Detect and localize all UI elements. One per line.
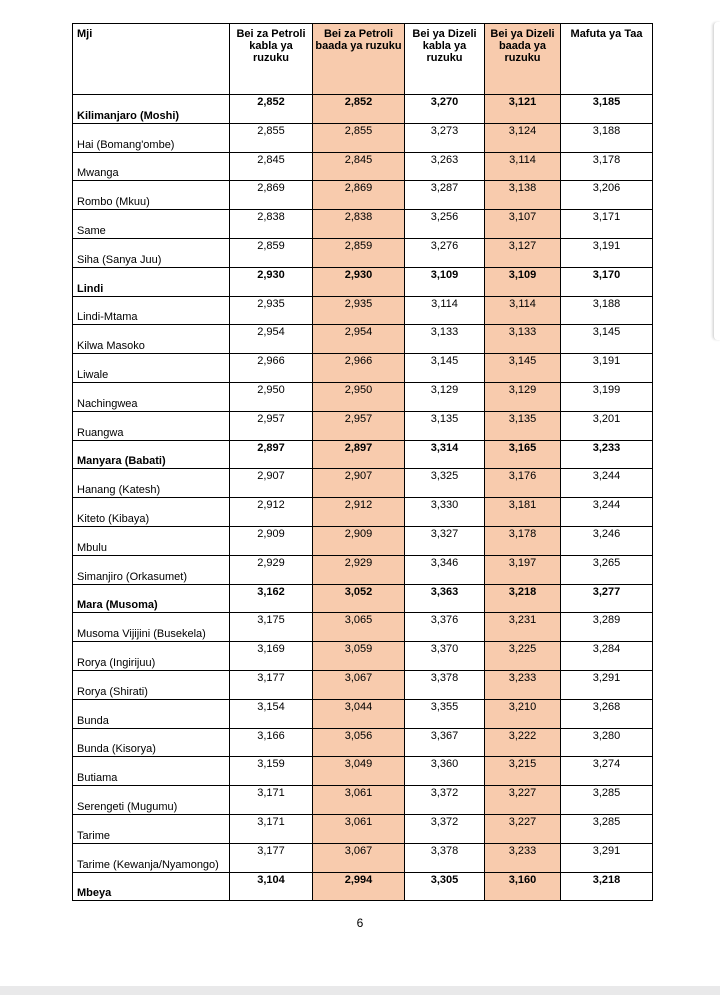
town-name-cell: Manyara (Babati) xyxy=(73,440,230,469)
price-cell: 3,330 xyxy=(405,498,485,527)
price-cell: 3,169 xyxy=(230,642,313,671)
price-cell: 3,277 xyxy=(561,584,653,613)
price-cell: 3,218 xyxy=(561,872,653,901)
price-cell: 3,133 xyxy=(485,325,561,354)
price-cell: 2,907 xyxy=(230,469,313,498)
table-row xyxy=(73,152,653,181)
price-cell: 2,954 xyxy=(230,325,313,354)
price-cell: 3,222 xyxy=(485,728,561,757)
price-cell: 3,376 xyxy=(405,613,485,642)
price-cell: 3,061 xyxy=(313,786,405,815)
header-dizeli-baada: Bei ya Dizeli baada ya ruzuku xyxy=(485,24,561,95)
price-cell: 3,171 xyxy=(561,210,653,239)
town-name-cell: Kilimanjaro (Moshi) xyxy=(73,95,230,124)
price-cell: 2,909 xyxy=(230,526,313,555)
price-cell: 3,276 xyxy=(405,238,485,267)
price-cell: 3,244 xyxy=(561,498,653,527)
price-cell: 2,897 xyxy=(230,440,313,469)
price-cell: 3,171 xyxy=(230,814,313,843)
bottom-bar xyxy=(0,986,720,995)
town-name-cell: Kilwa Masoko xyxy=(73,325,230,354)
price-cell: 3,154 xyxy=(230,699,313,728)
price-cell: 3,176 xyxy=(485,469,561,498)
price-cell: 3,133 xyxy=(405,325,485,354)
price-cell: 2,954 xyxy=(313,325,405,354)
town-name-cell: Simanjiro (Orkasumet) xyxy=(73,555,230,584)
price-cell: 3,218 xyxy=(485,584,561,613)
table-row xyxy=(73,786,653,815)
price-cell: 2,869 xyxy=(313,181,405,210)
price-cell: 3,287 xyxy=(405,181,485,210)
price-cell: 3,360 xyxy=(405,757,485,786)
price-cell: 3,225 xyxy=(485,642,561,671)
price-cell: 3,107 xyxy=(485,210,561,239)
town-name-cell: Mara (Musoma) xyxy=(73,584,230,613)
price-cell: 2,950 xyxy=(230,382,313,411)
price-cell: 3,246 xyxy=(561,526,653,555)
town-name-cell: Mbeya xyxy=(73,872,230,901)
price-cell: 2,930 xyxy=(313,267,405,296)
table-row xyxy=(73,210,653,239)
price-cell: 3,104 xyxy=(230,872,313,901)
price-cell: 3,049 xyxy=(313,757,405,786)
price-cell: 3,244 xyxy=(561,469,653,498)
price-cell: 3,145 xyxy=(485,354,561,383)
price-cell: 2,912 xyxy=(230,498,313,527)
price-cell: 2,907 xyxy=(313,469,405,498)
price-cell: 3,127 xyxy=(485,238,561,267)
town-name-cell: Same xyxy=(73,210,230,239)
price-cell: 3,233 xyxy=(561,440,653,469)
table-row xyxy=(73,354,653,383)
town-name-cell: Nachingwea xyxy=(73,382,230,411)
price-cell: 3,185 xyxy=(561,95,653,124)
table-row xyxy=(73,498,653,527)
price-cell: 3,124 xyxy=(485,123,561,152)
price-cell: 3,367 xyxy=(405,728,485,757)
town-name-cell: Lindi xyxy=(73,267,230,296)
price-cell: 3,188 xyxy=(561,123,653,152)
price-cell: 3,109 xyxy=(405,267,485,296)
price-cell: 3,181 xyxy=(485,498,561,527)
town-name-cell: Liwale xyxy=(73,354,230,383)
town-name-cell: Mbulu xyxy=(73,526,230,555)
price-cell: 3,166 xyxy=(230,728,313,757)
price-cell: 3,177 xyxy=(230,670,313,699)
price-cell: 3,263 xyxy=(405,152,485,181)
price-cell: 3,138 xyxy=(485,181,561,210)
price-cell: 3,363 xyxy=(405,584,485,613)
table-row xyxy=(73,670,653,699)
town-name-cell: Hanang (Katesh) xyxy=(73,469,230,498)
table-row xyxy=(73,238,653,267)
price-cell: 2,950 xyxy=(313,382,405,411)
page-number: 6 xyxy=(356,916,364,930)
table-row xyxy=(73,555,653,584)
header-petroli-kabla: Bei za Petroli kabla ya ruzuku xyxy=(230,24,313,95)
town-name-cell: Ruangwa xyxy=(73,411,230,440)
price-cell: 3,284 xyxy=(561,642,653,671)
town-name-cell: Rorya (Ingirijuu) xyxy=(73,642,230,671)
price-cell: 2,845 xyxy=(313,152,405,181)
price-cell: 3,177 xyxy=(230,843,313,872)
price-cell: 3,114 xyxy=(485,296,561,325)
price-cell: 3,289 xyxy=(561,613,653,642)
price-cell: 3,201 xyxy=(561,411,653,440)
price-cell: 3,145 xyxy=(561,325,653,354)
price-cell: 3,314 xyxy=(405,440,485,469)
price-cell: 2,935 xyxy=(230,296,313,325)
price-cell: 3,171 xyxy=(230,786,313,815)
table-row xyxy=(73,757,653,786)
price-cell: 2,909 xyxy=(313,526,405,555)
price-cell: 3,178 xyxy=(561,152,653,181)
price-cell: 3,191 xyxy=(561,238,653,267)
price-cell: 2,838 xyxy=(313,210,405,239)
price-cell: 2,994 xyxy=(313,872,405,901)
table-row xyxy=(73,325,653,354)
town-name-cell: Bunda (Kisorya) xyxy=(73,728,230,757)
price-cell: 3,197 xyxy=(485,555,561,584)
price-cell: 2,859 xyxy=(230,238,313,267)
price-cell: 3,056 xyxy=(313,728,405,757)
price-cell: 3,370 xyxy=(405,642,485,671)
header-mafuta-ya-taa: Mafuta ya Taa xyxy=(561,24,653,95)
town-name-cell: Rombo (Mkuu) xyxy=(73,181,230,210)
header-petroli-baada: Bei za Petroli baada ya ruzuku xyxy=(313,24,405,95)
town-name-cell: Kiteto (Kibaya) xyxy=(73,498,230,527)
header-mji: Mji xyxy=(73,24,230,95)
price-cell: 3,067 xyxy=(313,843,405,872)
price-cell: 3,121 xyxy=(485,95,561,124)
price-cell: 3,372 xyxy=(405,786,485,815)
table-row xyxy=(73,843,653,872)
town-name-cell: Bunda xyxy=(73,699,230,728)
price-cell: 3,285 xyxy=(561,814,653,843)
region-row xyxy=(73,95,653,124)
table-row xyxy=(73,382,653,411)
price-cell: 2,845 xyxy=(230,152,313,181)
price-cell: 2,912 xyxy=(313,498,405,527)
price-cell: 3,227 xyxy=(485,814,561,843)
price-cell: 3,114 xyxy=(405,296,485,325)
price-cell: 3,114 xyxy=(485,152,561,181)
price-cell: 3,178 xyxy=(485,526,561,555)
price-cell: 3,233 xyxy=(485,670,561,699)
price-cell: 3,378 xyxy=(405,670,485,699)
table-row xyxy=(73,814,653,843)
price-cell: 3,145 xyxy=(405,354,485,383)
town-name-cell: Tarime (Kewanja/Nyamongo) xyxy=(73,843,230,872)
table-row xyxy=(73,526,653,555)
table-row xyxy=(73,411,653,440)
price-cell: 2,852 xyxy=(230,95,313,124)
price-cell: 2,869 xyxy=(230,181,313,210)
table-row xyxy=(73,123,653,152)
price-cell: 3,325 xyxy=(405,469,485,498)
price-cell: 3,065 xyxy=(313,613,405,642)
price-cell: 3,160 xyxy=(485,872,561,901)
price-cell: 3,270 xyxy=(405,95,485,124)
price-cell: 2,930 xyxy=(230,267,313,296)
table-row xyxy=(73,469,653,498)
price-cell: 3,129 xyxy=(485,382,561,411)
price-cell: 2,897 xyxy=(313,440,405,469)
scroll-edge-indicator xyxy=(713,22,720,340)
price-cell: 3,061 xyxy=(313,814,405,843)
town-name-cell: Serengeti (Mugumu) xyxy=(73,786,230,815)
region-row xyxy=(73,440,653,469)
price-cell: 3,109 xyxy=(485,267,561,296)
price-cell: 3,059 xyxy=(313,642,405,671)
price-cell: 3,044 xyxy=(313,699,405,728)
town-name-cell: Rorya (Shirati) xyxy=(73,670,230,699)
town-name-cell: Hai (Bomang'ombe) xyxy=(73,123,230,152)
price-cell: 3,129 xyxy=(405,382,485,411)
region-row xyxy=(73,872,653,901)
price-cell: 3,280 xyxy=(561,728,653,757)
price-cell: 3,285 xyxy=(561,786,653,815)
price-cell: 3,378 xyxy=(405,843,485,872)
table-body xyxy=(73,95,653,901)
price-cell: 2,929 xyxy=(230,555,313,584)
price-cell: 3,291 xyxy=(561,670,653,699)
price-cell: 3,165 xyxy=(485,440,561,469)
town-name-cell: Butiama xyxy=(73,757,230,786)
price-cell: 3,327 xyxy=(405,526,485,555)
price-cell: 3,273 xyxy=(405,123,485,152)
price-cell: 2,957 xyxy=(230,411,313,440)
price-cell: 3,052 xyxy=(313,584,405,613)
price-cell: 3,191 xyxy=(561,354,653,383)
price-cell: 3,162 xyxy=(230,584,313,613)
table-row xyxy=(73,296,653,325)
price-cell: 3,067 xyxy=(313,670,405,699)
price-cell: 2,855 xyxy=(313,123,405,152)
price-cell: 3,210 xyxy=(485,699,561,728)
price-cell: 3,346 xyxy=(405,555,485,584)
price-cell: 3,256 xyxy=(405,210,485,239)
fuel-price-table xyxy=(72,23,653,901)
price-cell: 2,966 xyxy=(313,354,405,383)
price-cell: 3,305 xyxy=(405,872,485,901)
price-cell: 2,957 xyxy=(313,411,405,440)
price-cell: 3,199 xyxy=(561,382,653,411)
table-row xyxy=(73,613,653,642)
price-cell: 3,135 xyxy=(485,411,561,440)
price-cell: 3,135 xyxy=(405,411,485,440)
price-cell: 3,231 xyxy=(485,613,561,642)
price-cell: 3,175 xyxy=(230,613,313,642)
table-row xyxy=(73,642,653,671)
price-cell: 3,159 xyxy=(230,757,313,786)
price-cell: 3,265 xyxy=(561,555,653,584)
price-cell: 3,170 xyxy=(561,267,653,296)
town-name-cell: Siha (Sanya Juu) xyxy=(73,238,230,267)
region-row xyxy=(73,584,653,613)
table-header-row xyxy=(73,24,653,95)
price-cell: 3,206 xyxy=(561,181,653,210)
price-cell: 3,227 xyxy=(485,786,561,815)
price-cell: 2,929 xyxy=(313,555,405,584)
price-cell: 3,188 xyxy=(561,296,653,325)
price-cell: 3,355 xyxy=(405,699,485,728)
price-cell: 3,291 xyxy=(561,843,653,872)
table-row xyxy=(73,181,653,210)
price-cell: 3,372 xyxy=(405,814,485,843)
town-name-cell: Musoma Vijijini (Busekela) xyxy=(73,613,230,642)
header-dizeli-kabla: Bei ya Dizeli kabla ya ruzuku xyxy=(405,24,485,95)
price-cell: 3,268 xyxy=(561,699,653,728)
price-cell: 2,935 xyxy=(313,296,405,325)
table-row xyxy=(73,728,653,757)
region-row xyxy=(73,267,653,296)
price-cell: 2,838 xyxy=(230,210,313,239)
price-cell: 2,966 xyxy=(230,354,313,383)
price-cell: 3,215 xyxy=(485,757,561,786)
price-cell: 3,274 xyxy=(561,757,653,786)
town-name-cell: Mwanga xyxy=(73,152,230,181)
town-name-cell: Lindi-Mtama xyxy=(73,296,230,325)
price-cell: 2,852 xyxy=(313,95,405,124)
price-cell: 2,859 xyxy=(313,238,405,267)
table-row xyxy=(73,699,653,728)
price-cell: 3,233 xyxy=(485,843,561,872)
price-cell: 2,855 xyxy=(230,123,313,152)
town-name-cell: Tarime xyxy=(73,814,230,843)
